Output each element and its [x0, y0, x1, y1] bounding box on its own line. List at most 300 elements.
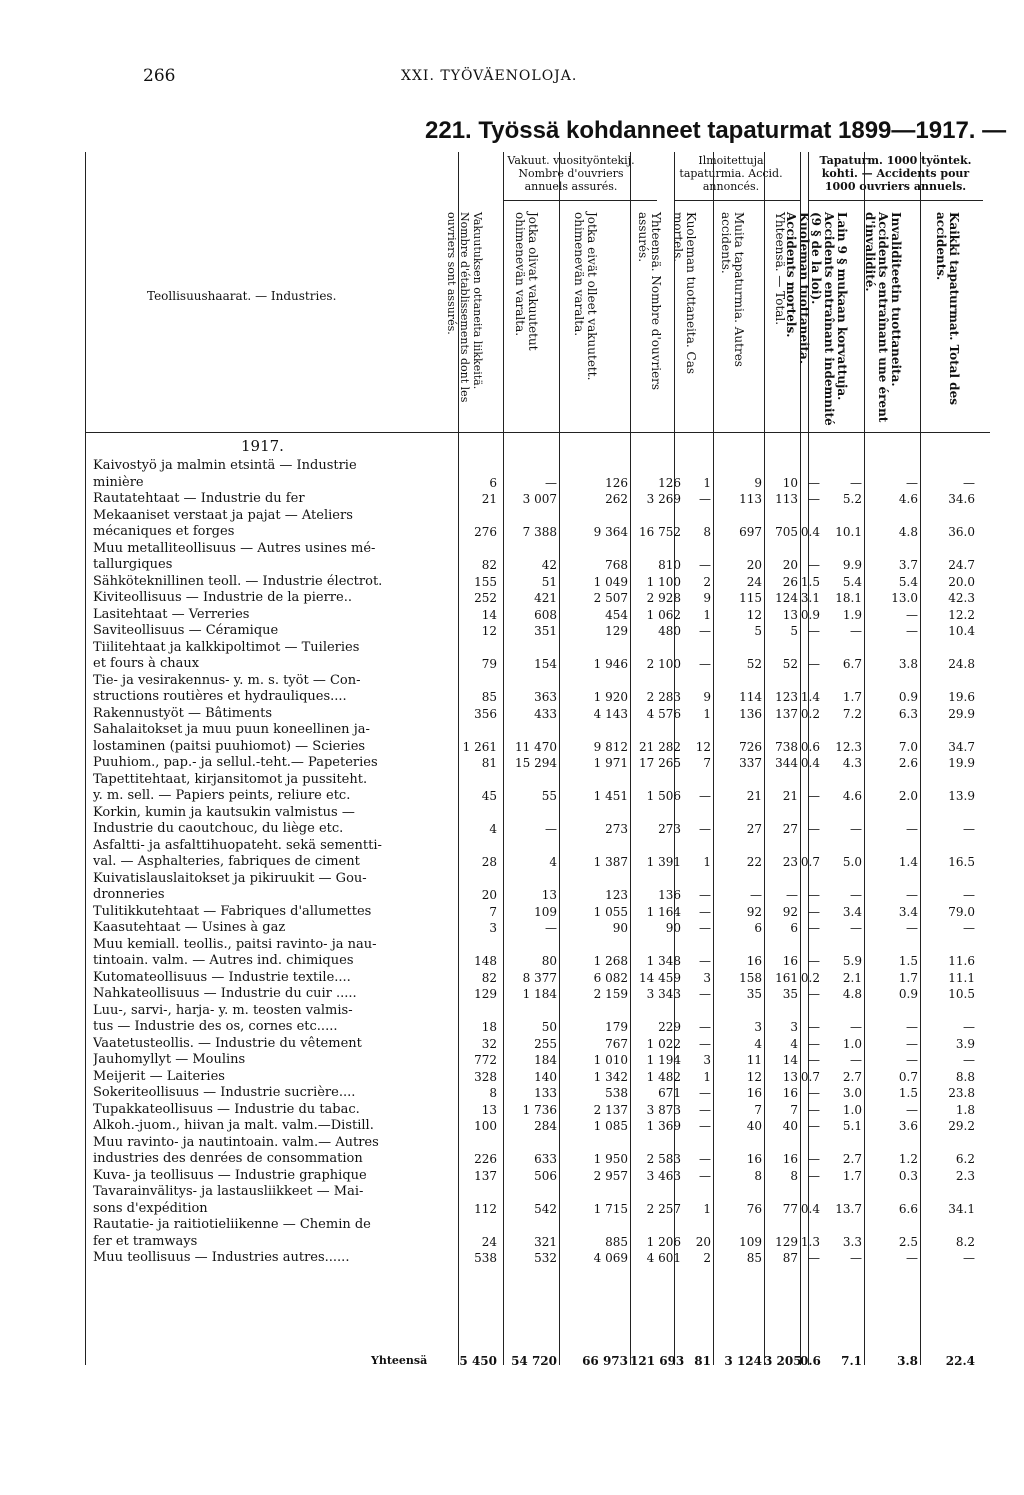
- row-value: 5.2: [842, 492, 862, 506]
- row-value: 16: [782, 1086, 798, 1100]
- row-value: 14: [481, 607, 497, 622]
- row-value: 1 369: [646, 1119, 681, 1133]
- row-label: Muu ravinto- ja nautintoain. valm.— Autres: [93, 1134, 379, 1150]
- stub-header: Teollisuushaarat. — Industries.: [147, 289, 337, 303]
- row-value: —: [906, 921, 918, 935]
- row-value: 2.7: [842, 1152, 862, 1166]
- row-value: 24.8: [948, 657, 975, 671]
- row-value: 3.4: [898, 904, 918, 919]
- row-value: 9: [703, 591, 711, 605]
- row-value: 114: [739, 690, 762, 704]
- row-value: —: [699, 954, 711, 968]
- row-label: sons d'expédition: [93, 1200, 208, 1216]
- row-value: —: [850, 475, 862, 490]
- row-label: Kuva- ja teollisuus — Industrie graphique: [93, 1167, 367, 1183]
- row-value: 1.7: [842, 1168, 862, 1183]
- row-value: 542: [534, 1201, 557, 1216]
- row-value: 179: [605, 1020, 628, 1034]
- total-value: 121 693: [630, 1354, 685, 1368]
- row-value: 2 507: [593, 591, 628, 605]
- row-value: 34.7: [948, 739, 975, 754]
- row-value: 10.1: [835, 525, 862, 539]
- row-value: 77: [782, 1201, 798, 1216]
- row-value: —: [699, 1168, 711, 1183]
- row-value: 1: [703, 855, 711, 869]
- row-value: 1.5: [800, 574, 820, 589]
- row-value: 4.8: [898, 525, 918, 539]
- row-value: —: [850, 624, 862, 638]
- row-value: 276: [474, 525, 497, 539]
- row-value: —: [699, 492, 711, 506]
- row-label: Industrie du caoutchouc, du liège etc.: [93, 821, 344, 836]
- row-value: 1.4: [800, 690, 820, 704]
- row-value: 7.2: [842, 706, 862, 721]
- row-value: —: [808, 624, 820, 638]
- row-value: 148: [474, 954, 497, 968]
- row-value: —: [906, 624, 918, 638]
- column-header-6: Muita tapaturmia. Autres accidents.: [719, 212, 746, 367]
- row-value: 82: [481, 558, 497, 572]
- row-value: —: [808, 1168, 820, 1183]
- row-value: —: [699, 1020, 711, 1034]
- row-value: 29.9: [948, 706, 975, 721]
- row-value: 2 283: [646, 690, 681, 704]
- row-value: 87: [782, 1251, 798, 1265]
- row-value: 1 736: [522, 1102, 557, 1117]
- row-value: 2.1: [842, 970, 862, 985]
- row-value: 4: [754, 1036, 762, 1051]
- row-value: 1 062: [646, 607, 681, 622]
- row-value: 5.0: [842, 855, 862, 869]
- row-value: 23.8: [948, 1086, 975, 1100]
- row-value: 5.4: [898, 574, 918, 589]
- row-value: 158: [739, 970, 762, 985]
- row-value: 129: [775, 1234, 798, 1249]
- row-value: 5.1: [842, 1119, 862, 1133]
- row-value: 11.1: [948, 970, 975, 985]
- column-header-5: Kuoleman tuottaneita. Cas mortels.: [671, 212, 698, 375]
- row-value: 26: [782, 574, 798, 589]
- row-value: 123: [605, 888, 628, 902]
- total-value: 81: [694, 1354, 711, 1368]
- row-value: 42: [541, 558, 557, 572]
- row-value: 21 282: [639, 739, 681, 754]
- total-value: 3 205: [764, 1354, 802, 1368]
- row-value: 768: [605, 558, 628, 572]
- row-value: 1.7: [898, 970, 918, 985]
- row-value: —: [963, 822, 975, 836]
- row-value: 5.4: [842, 574, 862, 589]
- row-value: 13.9: [948, 789, 975, 803]
- row-value: —: [808, 1119, 820, 1133]
- row-value: —: [808, 1086, 820, 1100]
- row-value: 363: [534, 690, 557, 704]
- page-number: 266: [143, 66, 176, 86]
- row-value: 226: [474, 1152, 497, 1166]
- row-value: 12: [481, 624, 497, 638]
- row-value: 1: [703, 607, 711, 622]
- row-value: 55: [541, 789, 557, 803]
- row-label: dronneries: [93, 887, 165, 902]
- row-value: 454: [605, 607, 628, 622]
- column-header-4: Yhteensä. Nombre d'ouvriers assurés.: [636, 212, 663, 391]
- row-value: —: [906, 607, 918, 622]
- row-value: 80: [541, 954, 557, 968]
- row-label: Sahalaitokset ja muu puun koneellinen ja-: [93, 722, 370, 737]
- row-value: —: [808, 822, 820, 836]
- group-header-workers: Vakuut. vuosityöntekij. Nombre d'ouvriers annuels assurés.: [507, 154, 635, 193]
- row-label: Tupakkateollisuus — Industrie du tabac.: [93, 1101, 360, 1117]
- row-value: 42.3: [948, 591, 975, 605]
- row-value: 123: [775, 690, 798, 704]
- row-value: 1 715: [593, 1201, 628, 1216]
- row-label: Asfaltti- ja asfalttihuopateht. sekä sementti-: [93, 837, 382, 853]
- row-value: 705: [775, 525, 798, 539]
- row-value: —: [699, 822, 711, 836]
- row-label: Luu-, sarvi-, harja- y. m. teosten valmis-: [93, 1002, 353, 1018]
- column-header-10: Invaliditeetin tuottaneita. Accidents entraînant une érent d'invalidité.: [863, 212, 903, 423]
- row-value: 421: [534, 591, 557, 605]
- row-value: 1 971: [593, 756, 628, 770]
- row-value: 79.0: [948, 904, 975, 919]
- row-value: 0.6: [800, 739, 820, 754]
- row-value: —: [808, 657, 820, 671]
- row-value: 0.3: [898, 1168, 918, 1183]
- row-value: 6: [489, 475, 497, 490]
- row-label: Kaasutehtaat — Usines à gaz: [93, 920, 286, 935]
- row-value: 9: [754, 475, 762, 490]
- row-value: 0.2: [800, 706, 820, 721]
- row-value: 8: [489, 1086, 497, 1100]
- row-value: 17 265: [639, 756, 681, 770]
- row-value: —: [545, 921, 557, 935]
- row-label: Kuivatislauslaitokset ja pikiruukit — Gou-: [93, 870, 367, 886]
- row-value: 35: [782, 987, 798, 1001]
- row-value: 161: [775, 970, 798, 985]
- row-label: Jauhomyllyt — Moulins: [93, 1052, 246, 1067]
- row-value: 3 269: [646, 492, 681, 506]
- row-value: —: [963, 1020, 975, 1034]
- row-label: Sähköteknillinen teoll. — Industrie électrot.: [93, 573, 383, 589]
- row-value: 351: [534, 624, 557, 638]
- row-value: 4.8: [842, 987, 862, 1001]
- row-value: 6: [790, 921, 798, 935]
- row-value: 0.9: [898, 690, 918, 704]
- row-value: —: [808, 987, 820, 1001]
- row-value: 3.0: [842, 1086, 862, 1100]
- row-value: 1 100: [646, 574, 681, 589]
- row-value: 328: [474, 1069, 497, 1084]
- row-value: 3: [489, 921, 497, 935]
- row-value: 608: [534, 607, 557, 622]
- row-value: 3 463: [646, 1168, 681, 1183]
- row-value: 13: [481, 1102, 497, 1117]
- row-label: Tapettitehtaat, kirjansitomot ja pussiteht.: [93, 771, 368, 787]
- row-value: 52: [782, 657, 798, 671]
- row-value: 2: [703, 574, 711, 589]
- row-value: 133: [534, 1086, 557, 1100]
- row-value: —: [699, 904, 711, 919]
- row-label: Tavarainvälitys- ja lastausliikkeet — Mai-: [93, 1184, 364, 1199]
- row-value: 15 294: [515, 756, 557, 770]
- row-label: Muu kemiall. teollis., paitsi ravinto- ja nau-: [93, 936, 377, 952]
- row-value: —: [699, 558, 711, 572]
- row-value: —: [808, 1053, 820, 1067]
- row-value: 0.7: [898, 1069, 918, 1084]
- row-value: 1 164: [646, 904, 681, 919]
- group-rule-per1000: [808, 200, 983, 201]
- row-value: 23: [782, 855, 798, 869]
- row-value: —: [906, 1020, 918, 1034]
- row-value: 12: [746, 1069, 762, 1084]
- row-value: 7: [754, 1102, 762, 1117]
- row-value: 50: [541, 1020, 557, 1034]
- row-value: —: [906, 888, 918, 902]
- row-value: 1 946: [593, 657, 628, 671]
- row-value: 2 159: [593, 987, 628, 1001]
- row-value: —: [906, 1102, 918, 1117]
- row-value: 1 022: [646, 1036, 681, 1051]
- row-value: 255: [534, 1036, 557, 1051]
- row-value: 1: [703, 1201, 711, 1216]
- row-label: Tie- ja vesirakennus- y. m. s. työt — Con-: [93, 672, 361, 688]
- row-value: 126: [605, 475, 628, 490]
- row-value: 4.3: [842, 756, 862, 770]
- row-value: 1.7: [842, 690, 862, 704]
- row-label: Rakennustyöt — Bâtiments: [93, 705, 273, 721]
- row-value: 113: [775, 492, 798, 506]
- row-value: 3.7: [898, 558, 918, 572]
- row-value: 11.6: [948, 954, 975, 968]
- row-value: 9 364: [593, 525, 628, 539]
- row-value: 2 100: [646, 657, 681, 671]
- row-value: 90: [665, 921, 681, 935]
- row-value: 1 085: [593, 1119, 628, 1133]
- row-value: —: [699, 1152, 711, 1166]
- row-value: 3.3: [842, 1234, 862, 1249]
- row-value: —: [808, 789, 820, 803]
- row-value: 7: [489, 904, 497, 919]
- row-value: 12: [746, 607, 762, 622]
- column-header-11: Kaikki tapaturmat. Total des accidents.: [934, 212, 961, 405]
- row-value: 2.7: [842, 1069, 862, 1084]
- column-header-2: Jotka olivat vakuutetut ohimenevän varalta.: [513, 212, 540, 351]
- row-value: —: [808, 921, 820, 935]
- row-label: structions routières et hydrauliques....: [93, 689, 347, 704]
- row-value: 28: [481, 855, 497, 869]
- column-header-9: Lain 9 § mukaan korvattuja. Accidents entraînant indemnité (9 § de la loi).: [809, 212, 849, 426]
- column-header-7: Yhteensä. — Total.: [773, 212, 787, 326]
- row-value: 885: [605, 1234, 628, 1249]
- row-value: —: [906, 1053, 918, 1067]
- row-value: 6 082: [593, 970, 628, 985]
- row-label: Puuhiom., pap.- ja sellul.-teht.— Papeteries: [93, 755, 378, 770]
- row-value: 12.2: [948, 607, 975, 622]
- row-value: —: [699, 789, 711, 803]
- row-value: 4.6: [842, 789, 862, 803]
- row-value: 4 069: [593, 1251, 628, 1265]
- row-value: 35: [746, 987, 762, 1001]
- row-value: 13: [782, 607, 798, 622]
- row-value: 20: [695, 1234, 711, 1249]
- row-value: 1 482: [646, 1069, 681, 1084]
- row-value: 32: [481, 1036, 497, 1051]
- column-header-1: Vakuutuksen ottaneita liikkeitä. Nombre d'établissements dont les ouvriers sont assurés.: [445, 212, 484, 403]
- column-header-3: Jotka eivät olleet vakuutett. ohimenevän varalta.: [572, 212, 599, 381]
- row-value: 6.6: [898, 1201, 918, 1216]
- row-value: —: [808, 1251, 820, 1265]
- group-rule-workers: [503, 200, 657, 201]
- row-value: —: [808, 558, 820, 572]
- row-value: 0.4: [800, 525, 820, 539]
- row-value: —: [963, 1251, 975, 1265]
- row-value: 2 583: [646, 1152, 681, 1166]
- row-value: 1 342: [593, 1069, 628, 1084]
- row-value: —: [808, 475, 820, 490]
- row-value: 9: [703, 690, 711, 704]
- row-value: —: [699, 657, 711, 671]
- row-value: 40: [746, 1119, 762, 1133]
- row-label: Tulitikkutehtaat — Fabriques d'allumettes: [93, 903, 372, 919]
- row-value: 2.5: [898, 1234, 918, 1249]
- row-label: Tiilitehtaat ja kalkkipoltimot — Tuileries: [93, 639, 360, 655]
- row-value: 16: [782, 1152, 798, 1166]
- row-value: 18: [481, 1020, 497, 1034]
- row-value: 12: [695, 739, 711, 754]
- row-value: 1 348: [646, 954, 681, 968]
- row-value: 154: [534, 657, 557, 671]
- row-value: 1 391: [646, 855, 681, 869]
- row-value: 321: [534, 1234, 557, 1249]
- row-value: 29.2: [948, 1119, 975, 1133]
- row-value: 109: [739, 1234, 762, 1249]
- row-value: —: [963, 921, 975, 935]
- total-value: 22.4: [945, 1354, 975, 1368]
- row-label: Kaivostyö ja malmin etsintä — Industrie: [93, 458, 357, 473]
- row-value: 1 055: [593, 904, 628, 919]
- row-value: 697: [739, 525, 762, 539]
- row-label: val. — Asphalteries, fabriques de ciment: [93, 854, 360, 869]
- row-value: 433: [534, 706, 557, 721]
- row-value: —: [850, 921, 862, 935]
- row-value: 532: [534, 1251, 557, 1265]
- row-value: 4 601: [646, 1251, 681, 1265]
- row-value: 14: [782, 1053, 798, 1067]
- row-value: 356: [474, 706, 497, 721]
- row-value: 16: [782, 954, 798, 968]
- row-value: 11: [746, 1053, 762, 1067]
- row-value: 27: [746, 822, 762, 836]
- row-value: —: [906, 1036, 918, 1051]
- row-value: 1 194: [646, 1053, 681, 1067]
- row-value: 480: [658, 624, 681, 638]
- total-value: 66 973: [582, 1354, 628, 1368]
- row-value: 1.0: [842, 1036, 862, 1051]
- row-value: 16.5: [948, 855, 975, 869]
- row-value: —: [906, 822, 918, 836]
- row-value: 506: [534, 1168, 557, 1183]
- row-value: 13.7: [835, 1201, 862, 1216]
- row-value: 1 387: [593, 855, 628, 869]
- table-title: 221. Työssä kohdanneet tapaturmat 1899—1917. —: [425, 117, 1007, 144]
- row-value: 11 470: [515, 739, 557, 754]
- row-value: 136: [739, 706, 762, 721]
- row-value: 16: [746, 1086, 762, 1100]
- row-value: —: [545, 475, 557, 490]
- row-value: —: [699, 987, 711, 1001]
- row-value: 8: [790, 1168, 798, 1183]
- row-label: Rautatie- ja raitiotieliikenne — Chemin de: [93, 1217, 371, 1232]
- row-value: 82: [481, 970, 497, 985]
- row-label: Vaatetusteollis. — Industrie du vêtement: [93, 1035, 362, 1051]
- row-value: 1.5: [898, 954, 918, 968]
- row-value: 3 343: [646, 987, 681, 1001]
- header-rule: [85, 432, 990, 433]
- row-value: 0.7: [800, 855, 820, 869]
- row-value: 538: [474, 1251, 497, 1265]
- row-value: 8.8: [955, 1069, 975, 1084]
- row-value: 4: [549, 855, 557, 869]
- row-label: et fours à chaux: [93, 656, 200, 671]
- total-label: Yhteensä: [371, 1354, 428, 1367]
- row-value: 273: [605, 822, 628, 836]
- row-value: 5: [790, 624, 798, 638]
- row-value: 3.6: [898, 1119, 918, 1133]
- row-value: 1 184: [522, 987, 557, 1001]
- row-value: 27: [782, 822, 798, 836]
- year-label: 1917.: [241, 437, 284, 455]
- row-label: tintoain. valm. — Autres ind. chimiques: [93, 953, 354, 968]
- row-label: Saviteollisuus — Céramique: [93, 623, 279, 638]
- row-value: 6.2: [955, 1152, 975, 1166]
- row-value: 3 007: [522, 492, 557, 506]
- row-value: 112: [474, 1201, 497, 1216]
- row-value: 24.7: [948, 558, 975, 572]
- row-value: 140: [534, 1069, 557, 1084]
- row-value: —: [906, 475, 918, 490]
- row-value: 3: [790, 1020, 798, 1034]
- row-value: 3: [703, 1053, 711, 1067]
- row-value: 3.9: [955, 1036, 975, 1051]
- row-value: —: [808, 1020, 820, 1034]
- row-value: —: [850, 1020, 862, 1034]
- row-value: 273: [658, 822, 681, 836]
- row-label: industries des denrées de consommation: [93, 1151, 363, 1166]
- row-value: 92: [782, 904, 798, 919]
- row-value: —: [699, 624, 711, 638]
- row-value: 137: [474, 1168, 497, 1183]
- row-value: 4 143: [593, 706, 628, 721]
- row-label: tallurgiques: [93, 557, 173, 572]
- column-rule: [85, 152, 86, 1365]
- row-value: 24: [481, 1234, 497, 1249]
- row-value: 810: [658, 558, 681, 572]
- row-value: 4.6: [898, 492, 918, 506]
- row-value: —: [699, 888, 711, 902]
- row-value: —: [808, 492, 820, 506]
- row-label: fer et tramways: [93, 1233, 198, 1249]
- row-value: 10.5: [948, 987, 975, 1001]
- row-label: Muu metalliteollisuus — Autres usines mé-: [93, 540, 376, 556]
- row-value: 7: [703, 756, 711, 770]
- row-value: 129: [474, 987, 497, 1001]
- row-value: 1: [703, 1069, 711, 1084]
- row-label: lostaminen (paitsi puuhiomot) — Scieries: [93, 738, 366, 754]
- row-value: 1: [703, 475, 711, 490]
- row-value: 85: [481, 690, 497, 704]
- row-label: Rautatehtaat — Industrie du fer: [93, 491, 305, 506]
- row-value: 184: [534, 1053, 557, 1067]
